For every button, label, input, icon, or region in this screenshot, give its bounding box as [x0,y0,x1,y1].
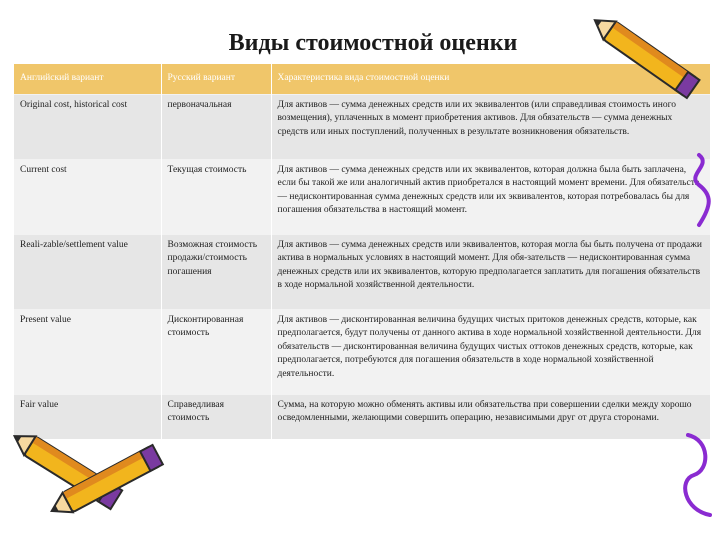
header-russian: Русский вариант [161,64,271,95]
pencil-icon [40,425,180,535]
cell-russian: Справедливая стоимость [161,395,271,440]
cell-english: Fair value [14,395,161,440]
table-row [14,235,710,310]
cell-english: Present value [14,310,161,395]
cell-description: Для активов — сумма денежных средств или эквивалентов, которая могла бы быть получена от продажи актива в нормальных условиях в настоящий момент. Для обя-зательств — недисконтированная сумма денежных средств или их эквивалентов, которую предполагается заплатить для погашения обязательств в ходе нормальной хозяйственной деятельности. [271,235,710,310]
cell-description: Сумма, на которую можно обменять активы или обязательства при совершении сделки между хорошо осведомленными, желающими совершить операцию, независимыми друг от друга сторонами. [271,395,710,440]
cell-english: Current cost [14,160,161,235]
slide-title: Виды стоимостной оценки [228,30,518,56]
header-description: Характеристика вида стоимостной оценки [271,64,710,95]
cell-english: Original cost, historical cost [14,95,161,160]
cell-description: Для активов — сумма денежных средств или их эквивалентов (или справедливая стоимость иного возмещения), уплаченных в момент приобретения активов. Для обязательств — сумма денежных средств или иных поступлений, полученных в результате возникновения обязательств. [271,95,710,160]
cell-russian: Возможная стоимость продажи/стоимость погашения [161,235,271,310]
squiggle-icon [680,430,716,520]
cell-description: Для активов — дисконтированная величина будущих чистых притоков денежных средств, которые, как предполагается, будут получены от данного актива в ходе нормальной хозяйственной деятельности. Для обязательств — дисконтированная величина будущих чистых оттоков денежных средств, которые, как предполагается, потребуются для погашения обязательств в ходе нормальной хозяйственной деятельности. [271,310,710,395]
cell-russian: первоначальная [161,95,271,160]
squiggle-icon [684,150,714,230]
cell-russian: Текущая стоимость [161,160,271,235]
table-row [14,310,710,395]
cell-english: Reali-zable/settlement value [14,235,161,310]
header-english: Английский вариант [14,64,161,95]
pencil-icon [580,0,720,120]
table-row [14,160,710,235]
cell-russian: Дисконтированная стоимость [161,310,271,395]
valuation-table [14,64,711,439]
cell-description: Для активов — сумма денежных средств или их эквивалентов, которая должна была быть заплачена, если бы такой же или аналогичный актив приобретался в настоящий момент времени. Для обязательств — недисконтированная сумма денежных средств или их эквивалентов, которая потребовалась бы для погашения обязательства в настоящий момент. [271,160,710,235]
